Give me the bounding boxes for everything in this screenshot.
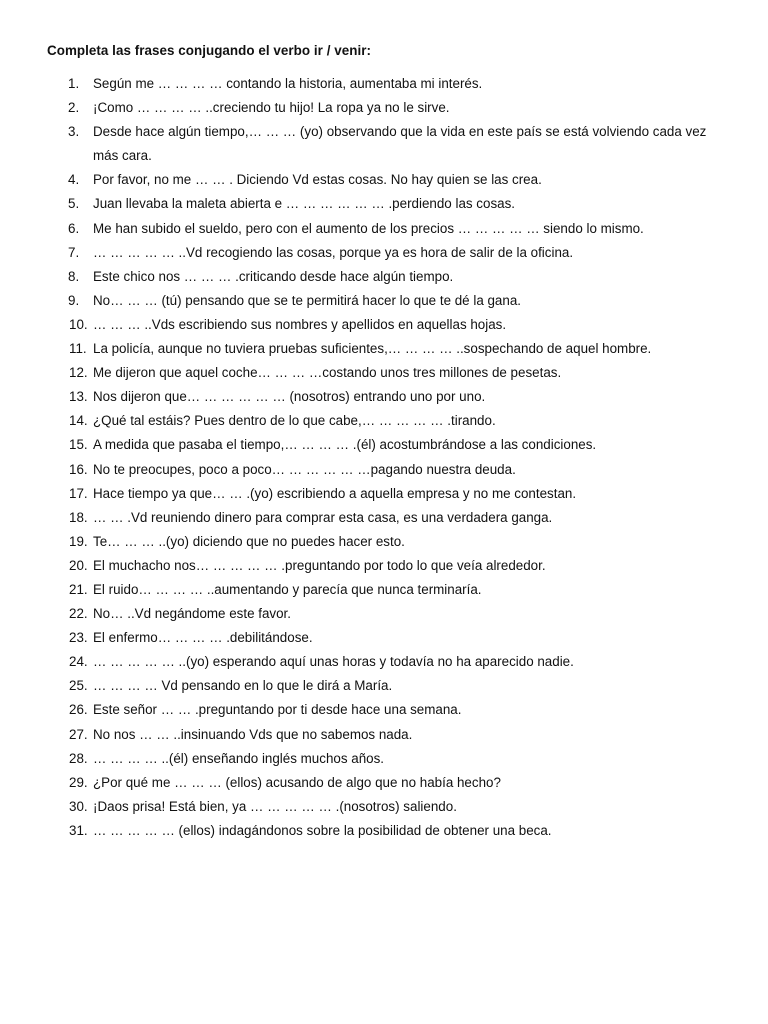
exercise-number-cell — [0, 192, 93, 216]
exercise-item — [0, 337, 768, 361]
exercise-number-cell — [0, 530, 93, 554]
exercise-sentence: Te… … … ..(yo) diciendo que no puedes hacer esto. — [93, 533, 405, 549]
exercise-item — [0, 217, 768, 241]
exercise-number: 18. — [69, 509, 88, 525]
exercise-number: 6. — [68, 220, 80, 236]
exercise-sentence: A medida que pasaba el tiempo,… … … … .(él) acostumbrándose a las condiciones. — [93, 437, 597, 453]
exercise-number: 30. — [69, 798, 88, 814]
exercise-sentence: Hace tiempo ya que… … .(yo) escribiendo a aquella empresa y no me contestan. — [93, 485, 577, 501]
exercise-item — [0, 674, 768, 698]
exercise-item — [0, 554, 768, 578]
exercise-sentence: Me han subido el sueldo, pero con el aumento de los precios … … … … … siendo lo mismo. — [93, 220, 644, 236]
exercise-sentence: Según me … … … … contando la historia, aumentaba mi interés. — [93, 76, 483, 91]
exercise-number: 21. — [69, 581, 88, 597]
exercise-sentence: No… … … (tú) pensando que se te permitirá hacer lo que te dé la gana. — [93, 292, 521, 308]
exercise-item — [0, 819, 768, 843]
exercise-number-cell — [0, 578, 93, 602]
exercise-number-cell — [0, 482, 93, 506]
exercise-number-cell — [0, 554, 93, 578]
exercise-item — [0, 626, 768, 650]
exercise-item — [0, 72, 768, 96]
exercise-number-cell — [0, 168, 93, 192]
exercise-number-cell — [0, 433, 93, 457]
exercise-number: 8. — [68, 268, 80, 284]
exercise-number: 20. — [69, 557, 88, 573]
exercise-item — [0, 578, 768, 602]
exercise-number: 5. — [68, 196, 80, 212]
exercise-number: 13. — [69, 389, 88, 405]
exercise-number: 31. — [69, 822, 88, 838]
exercise-number: 14. — [69, 413, 88, 429]
exercise-number: 16. — [69, 461, 88, 477]
exercise-number: 19. — [69, 533, 88, 549]
exercise-sentence: Por favor, no me … … . Diciendo Vd estas cosas. No hay quien se las crea. — [93, 172, 542, 188]
exercise-item — [0, 795, 768, 819]
exercise-item — [0, 192, 768, 216]
exercise-list — [0, 72, 768, 843]
exercise-number-cell — [0, 72, 93, 96]
exercise-item — [0, 458, 768, 482]
exercise-item — [0, 96, 768, 120]
exercise-sentence: ¡Daos prisa! Está bien, ya … … … … … .(nosotros) saliendo. — [93, 798, 457, 814]
exercise-sentence: ¿Por qué me … … … (ellos) acusando de algo que no había hecho? — [93, 774, 501, 790]
exercise-sentence: Juan llevaba la maleta abierta e … … … … … … .perdiendo las cosas. — [93, 196, 516, 212]
exercise-number: 4. — [68, 172, 80, 188]
exercise-number-cell — [0, 337, 93, 361]
exercise-number: 22. — [69, 606, 88, 622]
exercise-number: 17. — [69, 485, 88, 501]
exercise-item — [0, 723, 768, 747]
exercise-sentence: No te preocupes, poco a poco… … … … … …pagando nuestra deuda. — [93, 461, 516, 477]
exercise-number-cell — [0, 626, 93, 650]
exercise-number-cell — [0, 819, 93, 843]
exercise-item — [0, 361, 768, 385]
exercise-number: 24. — [69, 654, 88, 670]
exercise-item — [0, 602, 768, 626]
exercise-number-cell — [0, 313, 93, 337]
exercise-item — [0, 241, 768, 265]
exercise-item — [0, 265, 768, 289]
exercise-sentence: Este señor … … .preguntando por ti desde hace una semana. — [93, 702, 462, 718]
exercise-number: 1. — [68, 76, 80, 91]
exercise-number-cell — [0, 217, 93, 241]
exercise-number: 2. — [68, 100, 80, 116]
exercise-number: 27. — [69, 726, 88, 742]
exercise-number-cell — [0, 674, 93, 698]
exercise-number-cell — [0, 96, 93, 120]
exercise-number-cell — [0, 385, 93, 409]
exercise-item — [0, 506, 768, 530]
exercise-number-cell — [0, 506, 93, 530]
exercise-number: 29. — [69, 774, 88, 790]
exercise-item — [0, 482, 768, 506]
exercise-sentence: Nos dijeron que… … … … … … (nosotros) entrando uno por uno. — [93, 389, 486, 405]
exercise-item — [0, 747, 768, 771]
exercise-number-cell — [0, 409, 93, 433]
exercise-item — [0, 433, 768, 457]
exercise-sentence: … … … … … ..Vd recogiendo las cosas, porque ya es hora de salir de la oficina. — [93, 244, 574, 260]
exercise-sentence: Este chico nos … … … .criticando desde hace algún tiempo. — [93, 268, 454, 284]
exercise-item — [0, 771, 768, 795]
exercise-sentence: … … .Vd reuniendo dinero para comprar esta casa, es una verdadera ganga. — [93, 509, 553, 525]
exercise-item — [0, 385, 768, 409]
exercise-number: 3. — [68, 124, 80, 140]
exercise-item — [0, 168, 768, 192]
exercise-number: 23. — [69, 630, 88, 646]
page-title: Completa las frases conjugando el verbo ir / venir: — [47, 43, 372, 58]
exercise-item — [0, 409, 768, 433]
exercise-sentence: Me dijeron que aquel coche… … … …costando unos tres millones de pesetas. — [93, 365, 562, 381]
exercise-number: 9. — [68, 292, 80, 308]
exercise-number: 11. — [69, 341, 87, 357]
exercise-sentence: La policía, aunque no tuviera pruebas suficientes,… … … … ..sospechando de aquel hombre. — [93, 341, 652, 357]
exercise-item — [0, 313, 768, 337]
exercise-number-cell — [0, 241, 93, 265]
exercise-number-cell — [0, 289, 93, 313]
exercise-sentence: No nos … … ..insinuando Vds que no sabemos nada. — [93, 726, 413, 742]
exercise-sentence: No… ..Vd negándome este favor. — [93, 606, 292, 622]
exercise-number-cell — [0, 771, 93, 795]
exercise-number-cell — [0, 723, 93, 747]
exercise-sentence: … … … … Vd pensando en lo que le dirá a María. — [93, 678, 393, 694]
exercise-number-cell — [0, 265, 93, 289]
exercise-number-cell — [0, 698, 93, 722]
exercise-sentence: El ruido… … … … ..aumentando y parecía que nunca terminaría. — [93, 581, 482, 597]
exercise-item — [0, 530, 768, 554]
exercise-item — [0, 698, 768, 722]
exercise-number: 7. — [68, 244, 80, 260]
exercise-number-cell — [0, 650, 93, 674]
exercise-number: 26. — [69, 702, 88, 718]
exercise-number-cell — [0, 747, 93, 771]
exercise-sentence: … … … ..Vds escribiendo sus nombres y apellidos en aquellas hojas. — [93, 316, 507, 332]
exercise-number: 28. — [69, 750, 88, 766]
exercise-item — [0, 650, 768, 674]
exercise-sentence: Desde hace algún tiempo,… … … (yo) observando que la vida en este país se está volviendo cada vez más cara. — [93, 124, 707, 164]
exercise-sentence: … … … … … ..(yo) esperando aquí unas horas y todavía no ha aparecido nadie. — [93, 654, 574, 670]
exercise-sentence: … … … … ..(él) enseñando inglés muchos años. — [93, 750, 385, 766]
exercise-number: 25. — [69, 678, 88, 694]
exercise-number-cell — [0, 361, 93, 385]
exercise-item — [0, 120, 768, 168]
exercise-number-cell — [0, 795, 93, 819]
exercise-sentence: El muchacho nos… … … … … .preguntando por todo lo que veía alrededor. — [93, 557, 546, 573]
exercise-number-cell — [0, 458, 93, 482]
exercise-number: 15. — [69, 437, 88, 453]
exercise-sentence: ¿Qué tal estáis? Pues dentro de lo que cabe,… … … … … .tirando. — [93, 413, 496, 429]
exercise-sentence: … … … … … (ellos) indagándonos sobre la posibilidad de obtener una beca. — [93, 822, 552, 838]
exercise-item — [0, 289, 768, 313]
exercise-sentence: El enfermo… … … … .debilitándose. — [93, 630, 313, 646]
exercise-number-cell — [0, 602, 93, 626]
exercise-sentence: ¡Como … … … … ..creciendo tu hijo! La ropa ya no le sirve. — [93, 100, 450, 116]
exercise-number-cell — [0, 120, 93, 168]
exercise-number: 12. — [69, 365, 88, 381]
exercise-number: 10. — [69, 316, 88, 332]
